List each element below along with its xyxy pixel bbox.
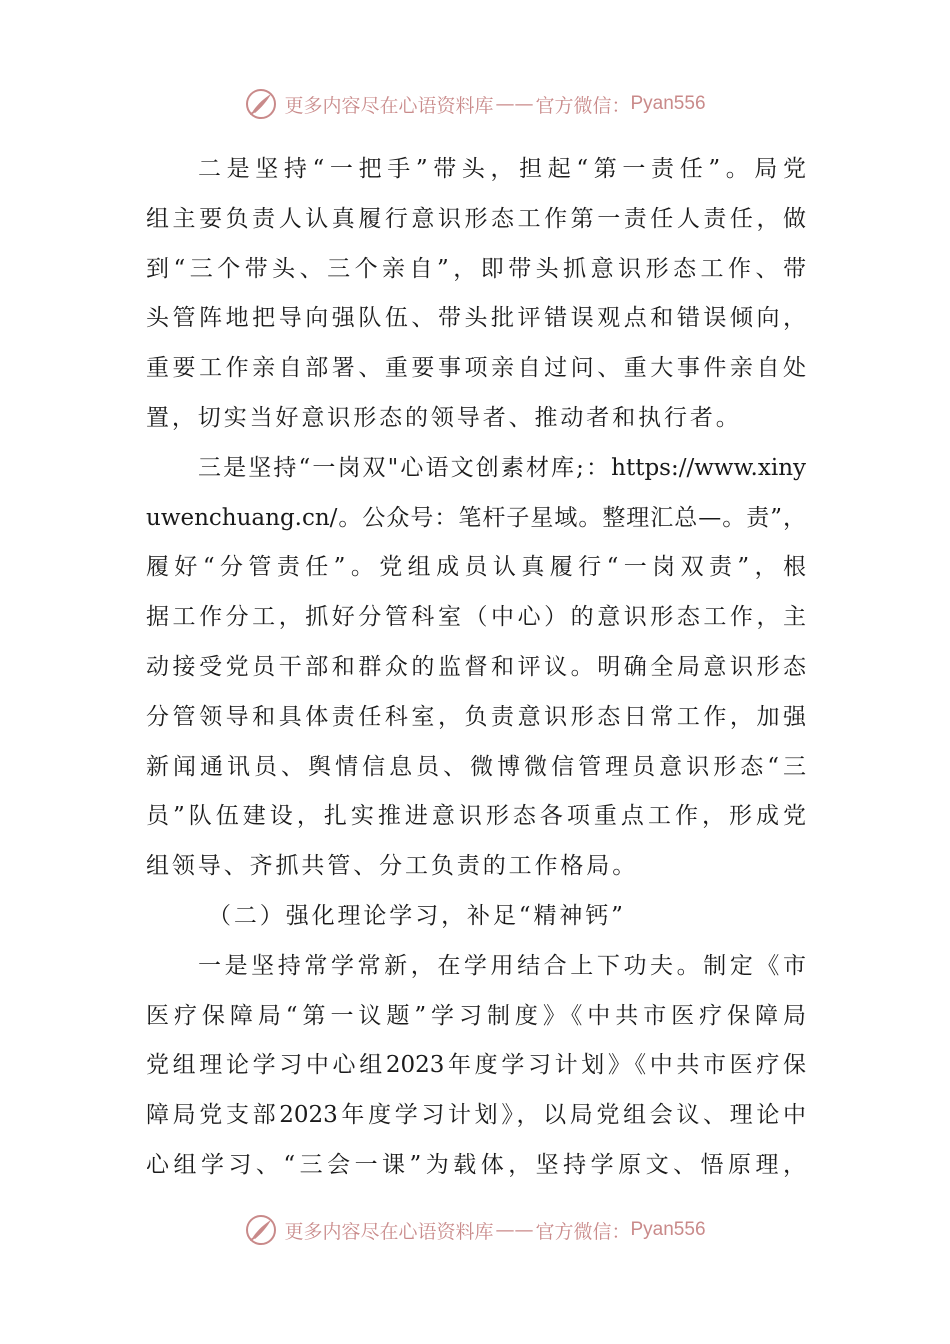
text-line: 据工作分工，抓好分管科室（中心）的意识形态工作，主	[146, 604, 806, 631]
watermark-label: 官方微信：	[535, 94, 631, 117]
text-line: 置，切实当好意识形态的领导者、推动者和执行者。	[146, 404, 742, 431]
text-line: 头管阵地把导向强队伍、带头批评错误观点和错误倾向，	[146, 305, 806, 332]
text-line: 医疗保障局“第一议题”学习制度》《中共市医疗保障局	[146, 1002, 806, 1029]
paragraph-division-responsibility	[146, 444, 806, 892]
watermark-text: 更多内容尽在心语资料库	[284, 1220, 494, 1243]
watermark-text: 更多内容尽在心语资料库	[284, 94, 494, 117]
text-line: 动接受党员干部和群众的监督和评议。明确全局意识形态	[146, 653, 806, 680]
paragraph-theory-study	[146, 942, 806, 1191]
watermark-label: 官方微信：	[535, 1220, 631, 1243]
text-line: 组主要负责人认真履行意识形态工作第一责任人责任，做	[146, 205, 806, 232]
header-watermark	[0, 84, 950, 124]
text-line: 一是坚持常学常新，在学用结合上下功夫。制定《市	[198, 952, 806, 979]
paragraph-first-responsibility	[146, 145, 806, 444]
watermark-separator: ——	[495, 1219, 534, 1241]
text-line: 障局党支部2023年度学习计划》，以局党组会议、理论中	[146, 1102, 806, 1129]
text-line: 三是坚持“一岗双"心语文创素材库;：https://www.xiny	[198, 454, 806, 481]
watermark-wechat-id: Pyan556	[630, 1219, 706, 1240]
footer-watermark	[0, 1210, 950, 1250]
watermark-separator: ——	[495, 93, 534, 115]
text-line: 员”队伍建设，扎实推进意识形态各项重点工作，形成党	[146, 803, 806, 830]
brush-logo-icon	[244, 1213, 278, 1247]
text-line: 到“三个带头、三个亲自”，即带头抓意识形态工作、带	[146, 255, 806, 282]
document-body	[146, 145, 806, 1191]
text-line: 分管领导和具体责任科室，负责意识形态日常工作，加强	[146, 703, 806, 730]
text-line: 新闻通讯员、舆情信息员、微博微信管理员意识形态“三	[146, 753, 806, 780]
text-line: 心组学习、“三会一课”为载体，坚持学原文、悟原理，	[146, 1151, 806, 1178]
section-heading: （二）强化理论学习，补足“精神钙”	[208, 902, 626, 929]
watermark-wechat-id: Pyan556	[630, 93, 706, 114]
text-line: 履好“分管责任”。党组成员认真履行“一岗双责”，根	[146, 554, 806, 581]
brush-logo-icon	[244, 87, 278, 121]
text-line: 组领导、齐抓共管、分工负责的工作格局。	[146, 853, 639, 880]
text-line: uwenchuang.cn/。公众号：笔杆子星域。整理汇总—。责”，	[146, 504, 806, 531]
text-line: 二是坚持“一把手”带头，担起“第一责任”。局党	[198, 156, 806, 182]
text-line: 党组理论学习中心组2023年度学习计划》《中共市医疗保	[146, 1052, 806, 1079]
text-line: 重要工作亲自部署、重要事项亲自过问、重大事件亲自处	[146, 355, 806, 382]
